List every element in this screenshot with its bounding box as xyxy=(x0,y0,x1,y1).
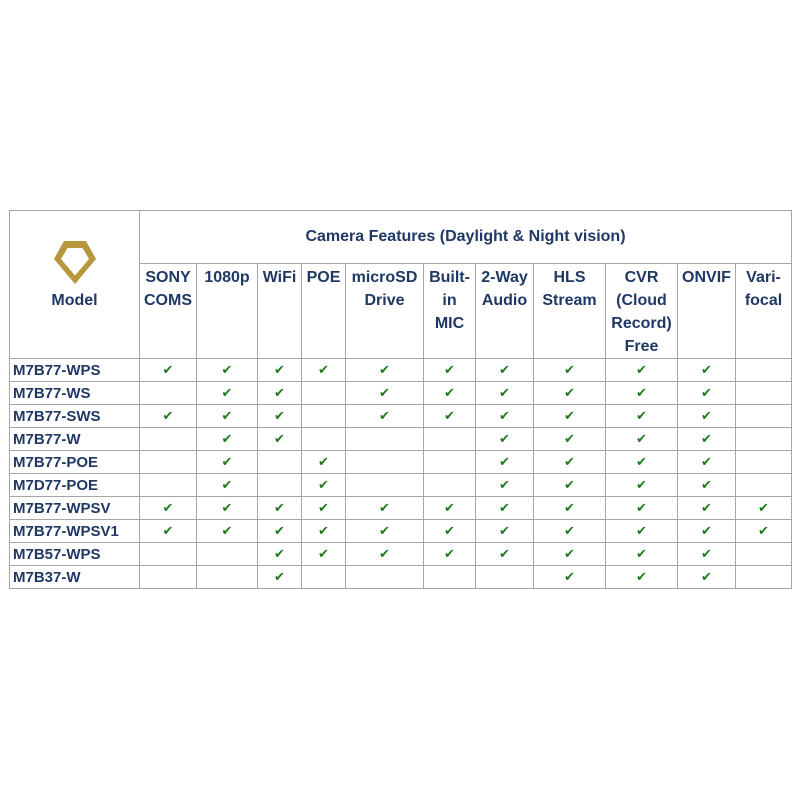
checkmark-icon: ✔ xyxy=(701,546,712,561)
feature-check-cell xyxy=(678,405,736,428)
feature-empty-cell xyxy=(736,359,792,382)
feature-check-cell xyxy=(678,566,736,589)
feature-check-cell xyxy=(534,428,606,451)
checkmark-icon: ✔ xyxy=(636,477,647,492)
feature-check-cell xyxy=(197,474,258,497)
feature-empty-cell xyxy=(140,451,197,474)
feature-check-cell xyxy=(346,520,424,543)
checkmark-icon: ✔ xyxy=(379,408,390,423)
feature-check-cell xyxy=(678,382,736,405)
feature-check-cell xyxy=(476,359,534,382)
feature-check-cell xyxy=(140,497,197,520)
feature-check-cell xyxy=(534,543,606,566)
checkmark-icon: ✔ xyxy=(162,500,174,515)
camera-features-table xyxy=(9,210,792,589)
feature-empty-cell xyxy=(736,474,792,497)
checkmark-icon: ✔ xyxy=(701,362,712,377)
feature-check-cell xyxy=(302,359,346,382)
checkmark-icon: ✔ xyxy=(499,500,510,515)
checkmark-icon: ✔ xyxy=(318,477,329,492)
checkmark-icon: ✔ xyxy=(162,362,174,377)
feature-check-cell xyxy=(678,451,736,474)
feature-check-cell xyxy=(606,520,678,543)
checkmark-icon: ✔ xyxy=(564,408,575,423)
checkmark-icon: ✔ xyxy=(221,500,233,515)
checkmark-icon: ✔ xyxy=(636,546,647,561)
model-header-label: Model xyxy=(51,292,98,309)
checkmark-icon: ✔ xyxy=(221,477,233,492)
model-name-cell: M7B77-POE xyxy=(10,451,140,474)
checkmark-icon: ✔ xyxy=(318,523,329,538)
model-name-cell: M7B57-WPS xyxy=(10,543,140,566)
feature-check-cell xyxy=(476,428,534,451)
model-name-cell: M7B77-WPSV1 xyxy=(10,520,140,543)
checkmark-icon: ✔ xyxy=(318,500,329,515)
checkmark-icon: ✔ xyxy=(499,408,510,423)
checkmark-icon: ✔ xyxy=(564,569,575,584)
feature-column-header xyxy=(346,264,424,359)
feature-check-cell xyxy=(140,405,197,428)
checkmark-icon: ✔ xyxy=(221,385,233,400)
brand-logo-icon xyxy=(52,238,98,286)
checkmark-icon: ✔ xyxy=(221,408,233,423)
checkmark-icon: ✔ xyxy=(162,523,174,538)
feature-empty-cell xyxy=(197,543,258,566)
model-name-cell: M7B77-WPSV xyxy=(10,497,140,520)
feature-empty-cell xyxy=(424,474,476,497)
checkmark-icon: ✔ xyxy=(701,408,712,423)
checkmark-icon: ✔ xyxy=(636,431,647,446)
feature-check-cell xyxy=(258,566,302,589)
feature-check-cell xyxy=(476,451,534,474)
feature-check-cell xyxy=(534,405,606,428)
checkmark-icon: ✔ xyxy=(379,362,390,377)
feature-column-header xyxy=(424,264,476,359)
feature-check-cell xyxy=(302,520,346,543)
feature-column-header xyxy=(606,264,678,359)
checkmark-icon: ✔ xyxy=(758,523,769,538)
checkmark-icon: ✔ xyxy=(318,546,329,561)
feature-check-cell xyxy=(346,543,424,566)
checkmark-icon: ✔ xyxy=(499,385,510,400)
checkmark-icon: ✔ xyxy=(499,477,510,492)
feature-check-cell xyxy=(197,520,258,543)
checkmark-icon: ✔ xyxy=(444,546,455,561)
table-row xyxy=(10,474,792,497)
feature-check-cell xyxy=(606,543,678,566)
feature-empty-cell xyxy=(736,382,792,405)
checkmark-icon: ✔ xyxy=(379,523,390,538)
checkmark-icon: ✔ xyxy=(564,454,575,469)
feature-check-cell xyxy=(197,359,258,382)
checkmark-icon: ✔ xyxy=(701,454,712,469)
feature-column-label: ONVIF xyxy=(682,269,731,286)
checkmark-icon: ✔ xyxy=(444,523,455,538)
feature-check-cell xyxy=(476,382,534,405)
table-row xyxy=(10,566,792,589)
checkmark-icon: ✔ xyxy=(221,523,233,538)
checkmark-icon: ✔ xyxy=(636,408,647,423)
feature-empty-cell xyxy=(736,428,792,451)
feature-check-cell xyxy=(258,428,302,451)
checkmark-icon: ✔ xyxy=(274,431,285,446)
feature-check-cell xyxy=(258,359,302,382)
table-row xyxy=(10,543,792,566)
checkmark-icon: ✔ xyxy=(564,431,575,446)
feature-check-cell xyxy=(606,474,678,497)
feature-empty-cell xyxy=(197,566,258,589)
feature-check-cell xyxy=(258,382,302,405)
feature-check-cell xyxy=(678,428,736,451)
feature-empty-cell xyxy=(346,474,424,497)
table-body xyxy=(10,359,792,589)
checkmark-icon: ✔ xyxy=(274,385,285,400)
checkmark-icon: ✔ xyxy=(379,500,390,515)
checkmark-icon: ✔ xyxy=(701,569,712,584)
checkmark-icon: ✔ xyxy=(162,408,174,423)
feature-column-label: HLS Stream xyxy=(542,269,597,309)
feature-empty-cell xyxy=(424,428,476,451)
feature-empty-cell xyxy=(140,428,197,451)
checkmark-icon: ✔ xyxy=(636,454,647,469)
table-row xyxy=(10,497,792,520)
model-header-cell xyxy=(10,211,140,359)
feature-check-cell xyxy=(678,497,736,520)
feature-empty-cell xyxy=(346,566,424,589)
checkmark-icon: ✔ xyxy=(274,569,285,584)
feature-column-header xyxy=(197,264,258,359)
feature-check-cell xyxy=(606,405,678,428)
feature-empty-cell xyxy=(736,543,792,566)
feature-empty-cell xyxy=(140,566,197,589)
table-row xyxy=(10,405,792,428)
checkmark-icon: ✔ xyxy=(444,500,455,515)
feature-check-cell xyxy=(302,451,346,474)
feature-column-label: 1080p xyxy=(204,269,250,286)
feature-empty-cell xyxy=(302,382,346,405)
feature-check-cell xyxy=(424,520,476,543)
checkmark-icon: ✔ xyxy=(499,431,510,446)
feature-check-cell xyxy=(606,359,678,382)
feature-empty-cell xyxy=(346,451,424,474)
checkmark-icon: ✔ xyxy=(701,385,712,400)
feature-column-header xyxy=(140,264,197,359)
checkmark-icon: ✔ xyxy=(379,546,390,561)
checkmark-icon: ✔ xyxy=(701,477,712,492)
feature-column-header xyxy=(302,264,346,359)
checkmark-icon: ✔ xyxy=(221,431,233,446)
feature-check-cell xyxy=(197,428,258,451)
feature-check-cell xyxy=(258,405,302,428)
feature-check-cell xyxy=(346,382,424,405)
table-row xyxy=(10,359,792,382)
table-row xyxy=(10,382,792,405)
feature-column-label: CVR (Cloud Record) Free xyxy=(611,269,672,355)
checkmark-icon: ✔ xyxy=(564,362,575,377)
feature-column-header xyxy=(476,264,534,359)
checkmark-icon: ✔ xyxy=(499,523,510,538)
checkmark-icon: ✔ xyxy=(444,385,455,400)
feature-check-cell xyxy=(736,520,792,543)
checkmark-icon: ✔ xyxy=(274,523,285,538)
feature-check-cell xyxy=(476,474,534,497)
feature-column-label: Vari- focal xyxy=(744,269,783,309)
checkmark-icon: ✔ xyxy=(318,362,329,377)
feature-check-cell xyxy=(736,497,792,520)
feature-check-cell xyxy=(140,359,197,382)
feature-check-cell xyxy=(424,497,476,520)
feature-column-label: POE xyxy=(306,269,341,286)
feature-check-cell xyxy=(476,497,534,520)
table-row xyxy=(10,520,792,543)
feature-check-cell xyxy=(424,359,476,382)
model-name-cell: M7B77-W xyxy=(10,428,140,451)
feature-check-cell xyxy=(424,405,476,428)
checkmark-icon: ✔ xyxy=(444,362,455,377)
feature-check-cell xyxy=(606,428,678,451)
model-name-cell: M7B77-WS xyxy=(10,382,140,405)
feature-check-cell xyxy=(534,520,606,543)
feature-check-cell xyxy=(197,405,258,428)
feature-check-cell xyxy=(140,520,197,543)
feature-check-cell xyxy=(476,543,534,566)
feature-check-cell xyxy=(534,359,606,382)
checkmark-icon: ✔ xyxy=(636,385,647,400)
feature-empty-cell xyxy=(258,474,302,497)
model-name-cell: M7D77-POE xyxy=(10,474,140,497)
model-name-cell: M7B37-W xyxy=(10,566,140,589)
feature-check-cell xyxy=(258,520,302,543)
feature-empty-cell xyxy=(258,451,302,474)
model-name-cell: M7B77-WPS xyxy=(10,359,140,382)
feature-check-cell xyxy=(302,474,346,497)
feature-empty-cell xyxy=(140,474,197,497)
table-row xyxy=(10,428,792,451)
checkmark-icon: ✔ xyxy=(701,500,712,515)
feature-check-cell xyxy=(606,382,678,405)
checkmark-icon: ✔ xyxy=(701,523,712,538)
feature-empty-cell xyxy=(424,566,476,589)
feature-empty-cell xyxy=(476,566,534,589)
feature-check-cell xyxy=(346,359,424,382)
feature-check-cell xyxy=(476,520,534,543)
feature-check-cell xyxy=(678,543,736,566)
model-name-cell: M7B77-SWS xyxy=(10,405,140,428)
checkmark-icon: ✔ xyxy=(564,477,575,492)
checkmark-icon: ✔ xyxy=(636,362,647,377)
checkmark-icon: ✔ xyxy=(564,500,575,515)
checkmark-icon: ✔ xyxy=(499,546,510,561)
feature-check-cell xyxy=(302,497,346,520)
feature-check-cell xyxy=(476,405,534,428)
feature-check-cell xyxy=(197,382,258,405)
camera-features-header: Camera Features (Daylight & Night vision) xyxy=(140,211,792,264)
feature-check-cell xyxy=(606,566,678,589)
table-row xyxy=(10,451,792,474)
checkmark-icon: ✔ xyxy=(318,454,329,469)
feature-empty-cell xyxy=(736,566,792,589)
feature-column-label: 2-Way Audio xyxy=(481,269,528,309)
checkmark-icon: ✔ xyxy=(564,546,575,561)
feature-empty-cell xyxy=(302,428,346,451)
checkmark-icon: ✔ xyxy=(274,408,285,423)
feature-check-cell xyxy=(258,543,302,566)
feature-check-cell xyxy=(302,543,346,566)
feature-check-cell xyxy=(424,543,476,566)
feature-check-cell xyxy=(606,451,678,474)
checkmark-icon: ✔ xyxy=(274,500,285,515)
feature-column-header xyxy=(736,264,792,359)
feature-check-cell xyxy=(346,405,424,428)
feature-column-header xyxy=(534,264,606,359)
feature-check-cell xyxy=(534,451,606,474)
feature-empty-cell xyxy=(736,405,792,428)
feature-column-label: WiFi xyxy=(262,269,297,286)
feature-column-header xyxy=(678,264,736,359)
feature-column-header xyxy=(258,264,302,359)
checkmark-icon: ✔ xyxy=(274,546,285,561)
feature-empty-cell xyxy=(424,451,476,474)
checkmark-icon: ✔ xyxy=(636,523,647,538)
checkmark-icon: ✔ xyxy=(636,569,647,584)
feature-empty-cell xyxy=(302,405,346,428)
checkmark-icon: ✔ xyxy=(499,362,510,377)
checkmark-icon: ✔ xyxy=(701,431,712,446)
feature-check-cell xyxy=(678,474,736,497)
checkmark-icon: ✔ xyxy=(444,408,455,423)
feature-check-cell xyxy=(534,382,606,405)
feature-check-cell xyxy=(678,359,736,382)
feature-check-cell xyxy=(258,497,302,520)
checkmark-icon: ✔ xyxy=(564,385,575,400)
checkmark-icon: ✔ xyxy=(564,523,575,538)
feature-check-cell xyxy=(346,497,424,520)
feature-column-label: SONY COMS xyxy=(144,269,192,309)
feature-check-cell xyxy=(534,566,606,589)
checkmark-icon: ✔ xyxy=(758,500,769,515)
feature-check-cell xyxy=(197,451,258,474)
checkmark-icon: ✔ xyxy=(274,362,285,377)
feature-empty-cell xyxy=(302,566,346,589)
checkmark-icon: ✔ xyxy=(221,454,233,469)
feature-check-cell xyxy=(534,497,606,520)
feature-column-label: Built- in MIC xyxy=(429,269,470,332)
feature-empty-cell xyxy=(140,543,197,566)
feature-empty-cell xyxy=(736,451,792,474)
feature-check-cell xyxy=(197,497,258,520)
feature-check-cell xyxy=(678,520,736,543)
feature-empty-cell xyxy=(346,428,424,451)
checkmark-icon: ✔ xyxy=(379,385,390,400)
feature-empty-cell xyxy=(140,382,197,405)
feature-column-label: microSD Drive xyxy=(351,269,418,309)
feature-check-cell xyxy=(534,474,606,497)
checkmark-icon: ✔ xyxy=(636,500,647,515)
checkmark-icon: ✔ xyxy=(499,454,510,469)
feature-check-cell xyxy=(606,497,678,520)
checkmark-icon: ✔ xyxy=(221,362,233,377)
feature-check-cell xyxy=(424,382,476,405)
